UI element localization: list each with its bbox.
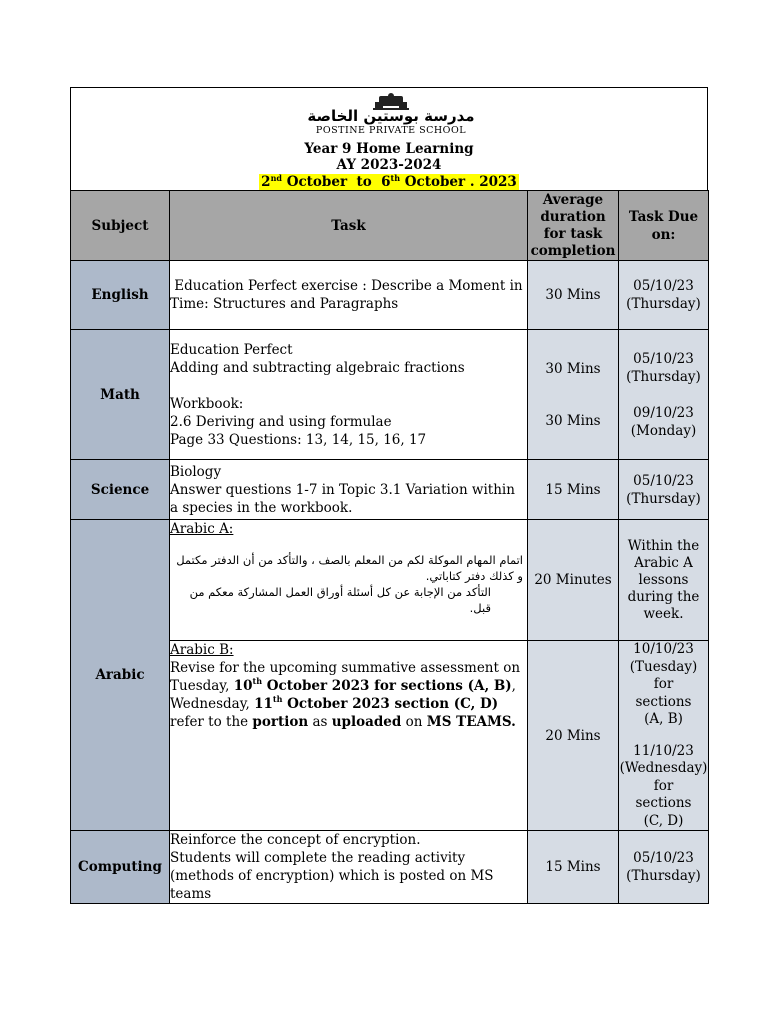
math-due2-date: 09/10/23 bbox=[633, 404, 694, 421]
arabic-b-heading: Arabic B: bbox=[170, 642, 234, 658]
arabic-b-date2-rest: October 2023 section (C, D) bbox=[282, 696, 499, 712]
document-title: Year 9 Home Learning bbox=[304, 141, 474, 157]
computing-task-line1: Reinforce the concept of encryption. bbox=[170, 832, 421, 848]
arabic-b-text-7: as bbox=[308, 714, 332, 730]
arabic-b-due1-date: 10/10/23 bbox=[633, 641, 694, 657]
subject-math: Math bbox=[71, 330, 170, 460]
task-arabic-b bbox=[170, 641, 528, 831]
arabic-b-text-10: MS TEAMS. bbox=[426, 714, 516, 730]
arabic-a-heading: Arabic A: bbox=[170, 521, 234, 537]
arabic-b-date1-day: 10 bbox=[233, 678, 253, 694]
table-header-row bbox=[71, 191, 709, 261]
week-end-sup: th bbox=[390, 173, 401, 183]
week-end-day: 6 bbox=[381, 174, 391, 190]
arabic-b-body bbox=[170, 659, 527, 731]
table-row-arabic-a bbox=[71, 520, 709, 641]
week-end-rest: October . 2023 bbox=[404, 174, 517, 190]
table-row-math bbox=[71, 330, 709, 460]
document-frame bbox=[70, 87, 708, 902]
subject-science: Science bbox=[71, 460, 170, 520]
task-science bbox=[170, 460, 528, 520]
due-english bbox=[619, 261, 709, 330]
math-task2-line3: Page 33 Questions: 13, 14, 15, 16, 17 bbox=[170, 431, 427, 448]
subject-computing: Computing bbox=[71, 831, 170, 904]
document-header bbox=[71, 88, 707, 190]
subject-arabic: Arabic bbox=[71, 520, 170, 831]
duration-math bbox=[528, 330, 619, 460]
header-subject: Subject bbox=[71, 191, 170, 261]
duration-english: 30 Mins bbox=[528, 261, 619, 330]
due-arabic-b bbox=[619, 641, 709, 831]
math-due1-date: 05/10/23 bbox=[633, 350, 694, 367]
week-start-month: October bbox=[286, 174, 348, 190]
math-task2-line2: 2.6 Deriving and using formulae bbox=[170, 413, 392, 430]
header-task: Task bbox=[170, 191, 528, 261]
math-due2-day: (Monday) bbox=[630, 422, 697, 439]
due-math bbox=[619, 330, 709, 460]
arabic-b-date2-day: 11 bbox=[254, 696, 273, 712]
arabic-b-date1-rest: October 2023 for sections (A, B) bbox=[262, 678, 512, 694]
math-duration-2: 30 Mins bbox=[545, 412, 601, 429]
math-task1-line2: Adding and subtracting algebraic fractions bbox=[170, 359, 465, 376]
header-due: Task Due on: bbox=[619, 191, 709, 261]
duration-computing: 15 Mins bbox=[528, 831, 619, 904]
math-task2-line1: Workbook: bbox=[170, 395, 244, 412]
week-start-day: 2 bbox=[261, 174, 271, 190]
arabic-b-text-2 bbox=[234, 678, 512, 694]
science-due-day: (Thursday) bbox=[626, 490, 701, 507]
arabic-b-due2-date: 11/10/23 bbox=[633, 742, 694, 759]
math-due1-day: (Thursday) bbox=[626, 368, 701, 385]
due-arabic-a: Within the Arabic A lessons during the week. bbox=[619, 520, 709, 641]
due-english-day: (Thursday) bbox=[626, 296, 701, 312]
arabic-b-date1-sup: th bbox=[252, 676, 263, 686]
home-learning-table bbox=[70, 190, 709, 904]
science-task-line1: Biology bbox=[170, 463, 222, 480]
due-science bbox=[619, 460, 709, 520]
arabic-b-due1-day: (Tuesday) bbox=[629, 658, 698, 675]
science-task-line2: Answer questions 1-7 in Topic 3.1 Variation within a species in the workbook. bbox=[170, 481, 515, 516]
duration-science: 15 Mins bbox=[528, 460, 619, 520]
week-start-sup: nd bbox=[270, 173, 282, 183]
due-english-date: 05/10/23 bbox=[633, 278, 694, 294]
arabic-b-date2-sup: th bbox=[272, 694, 283, 704]
arabic-a-line1: اتمام المهام الموكلة لكم من المعلم بالصف ، والتأكد من أن الدفتر مكتمل و كذلك دفتر كتاباتي. bbox=[176, 553, 523, 583]
table-row-english bbox=[71, 261, 709, 330]
arabic-b-due1-sections: for sections (A, B) bbox=[635, 676, 692, 727]
arabic-b-text-5: refer to the bbox=[170, 714, 253, 730]
table-row-science bbox=[71, 460, 709, 520]
computing-due-date: 05/10/23 bbox=[633, 850, 694, 866]
due-computing bbox=[619, 831, 709, 904]
week-range-highlight bbox=[259, 174, 519, 190]
arabic-b-due2-sections: for sections (C, D) bbox=[635, 777, 692, 829]
subject-english: English bbox=[71, 261, 170, 330]
week-to: to bbox=[356, 174, 372, 190]
duration-arabic-b: 20 Mins bbox=[528, 641, 619, 831]
arabic-b-text-6: portion bbox=[252, 714, 309, 730]
science-due-date: 05/10/23 bbox=[633, 472, 694, 489]
school-logo bbox=[303, 92, 479, 138]
arabic-b-text-9: on bbox=[401, 714, 427, 730]
arabic-b-text-3: , Wednesday, bbox=[170, 678, 516, 712]
arabic-b-due2-day: (Wednesday) bbox=[619, 760, 708, 776]
math-task1-line1: Education Perfect bbox=[170, 341, 293, 358]
school-name-english: POSTINE PRIVATE SCHOOL bbox=[315, 125, 467, 136]
week-range bbox=[71, 174, 707, 190]
math-duration-1: 30 Mins bbox=[545, 360, 601, 377]
computing-task-line2: Students will complete the reading activity (methods of encryption) which is posted on MS teams bbox=[170, 850, 494, 902]
school-name-arabic: مدرسة بوستين الخاصة bbox=[307, 107, 475, 125]
task-math bbox=[170, 330, 528, 460]
academic-year: AY 2023-2024 bbox=[336, 157, 442, 173]
duration-arabic-a: 20 Minutes bbox=[528, 520, 619, 641]
header-duration: Average duration for task completion bbox=[528, 191, 619, 261]
task-arabic-a bbox=[170, 520, 528, 641]
arabic-b-text-4 bbox=[254, 696, 498, 712]
computing-due-day: (Thursday) bbox=[626, 868, 701, 884]
arabic-b-text-8: uploaded bbox=[331, 714, 402, 730]
task-english: Education Perfect exercise : Describe a Moment in Time: Structures and Paragraphs bbox=[170, 261, 528, 330]
arabic-a-line2: التأكد من الإجابة عن كل أسئلة أوراق العمل المشاركة معكم من قبل. bbox=[189, 585, 491, 615]
task-computing bbox=[170, 831, 528, 904]
arabic-b-text-1: Revise for the upcoming summative assessment on Tuesday, bbox=[170, 660, 521, 694]
table-row-computing bbox=[71, 831, 709, 904]
